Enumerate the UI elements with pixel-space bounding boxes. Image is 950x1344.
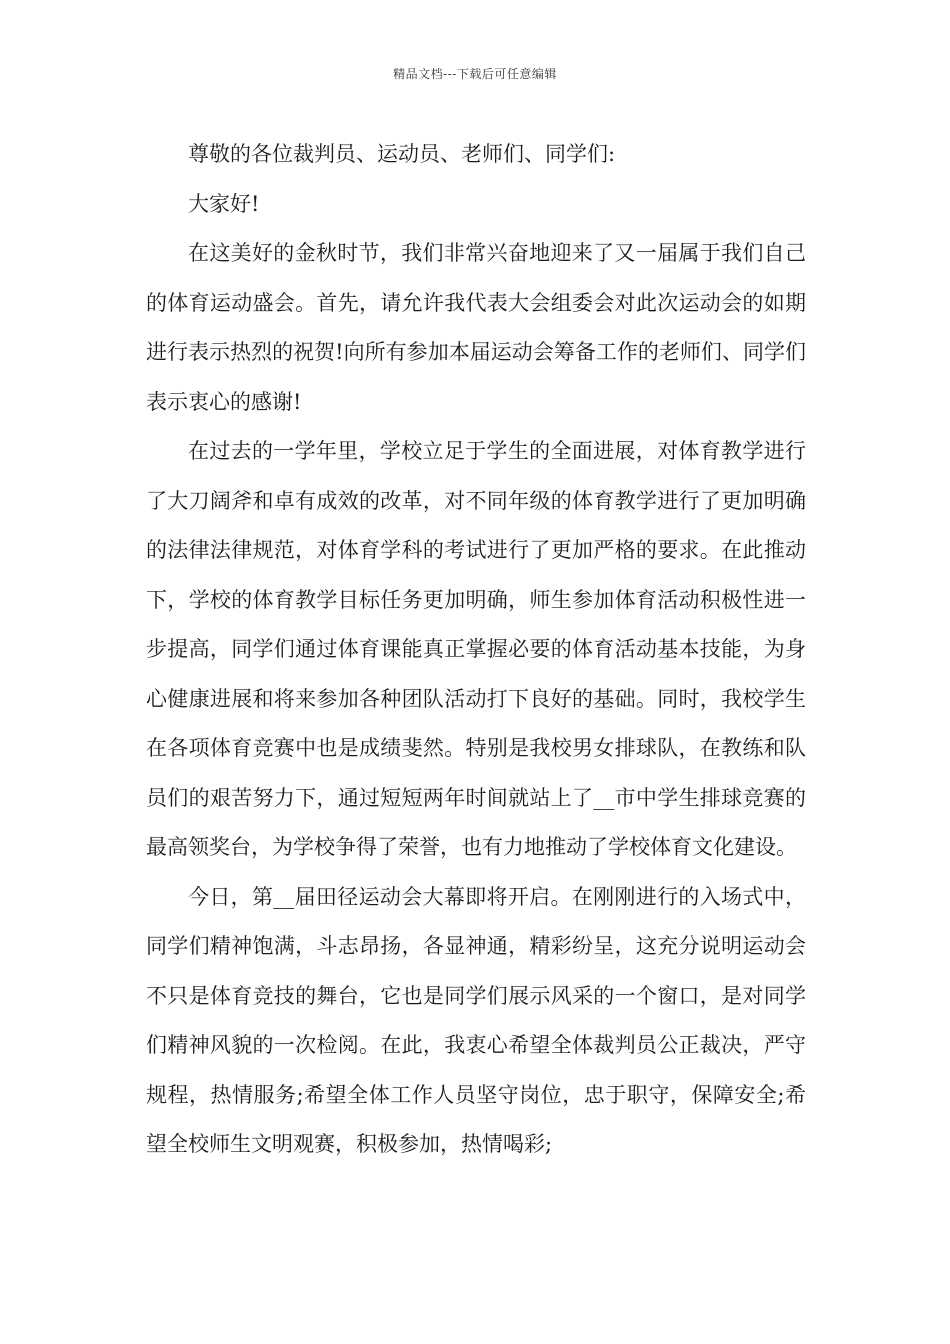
document-body [146, 130, 806, 1170]
page-header: 精品文档---下载后可任意编辑 [393, 67, 557, 81]
salutation: 尊敬的各位裁判员、运动员、老师们、同学们: [188, 142, 616, 166]
greeting: 大家好! [188, 191, 260, 216]
paragraph-wishes: 今日，第__届田径运动会大幕即将开启。在刚刚进行的入场式中，同学们精神饱满，斗志昂扬，各显神通，精彩纷呈，这充分说明运动会不只是体育竞技的舞台，它也是同学们展示风采的一个窗口，是对同学们精神风貌的一次检阅。在此，我衷心希望全体裁判员公正裁决，严守规程，热情服务;希望全体工作人员坚守岗位，忠于职守，保障安全;希望全校师生文明观赛，积极参加，热情喝彩; [146, 884, 806, 1156]
paragraph-achievements: 在过去的一学年里，学校立足于学生的全面进展，对体育教学进行了大刀阔斧和卓有成效的改革，对不同年级的体育教学进行了更加明确的法律法律规范，对体育学科的考试进行了更加严格的要求。在此推动下，学校的体育教学目标任务更加明确，师生参加体育活动积极性进一步提高，同学们通过体育课能真正掌握必要的体育活动基本技能，为身心健康进展和将来参加各种团队活动打下良好的基础。同时，我校学生在各项体育竞赛中也是成绩斐然。特别是我校男女排球队，在教练和队员们的艰苦努力下，通过短短两年时间就站上了__市中学生排球竞赛的最高领奖台，为学校争得了荣誉，也有力地推动了学校体育文化建设。 [146, 439, 806, 859]
paragraph-opening: 在这美好的金秋时节，我们非常兴奋地迎来了又一届属于我们自己的体育运动盛会。首先，请允许我代表大会组委会对此次运动会的如期进行表示热烈的祝贺!向所有参加本届运动会筹备工作的老师们、同学们表示衷心的感谢! [146, 241, 806, 414]
